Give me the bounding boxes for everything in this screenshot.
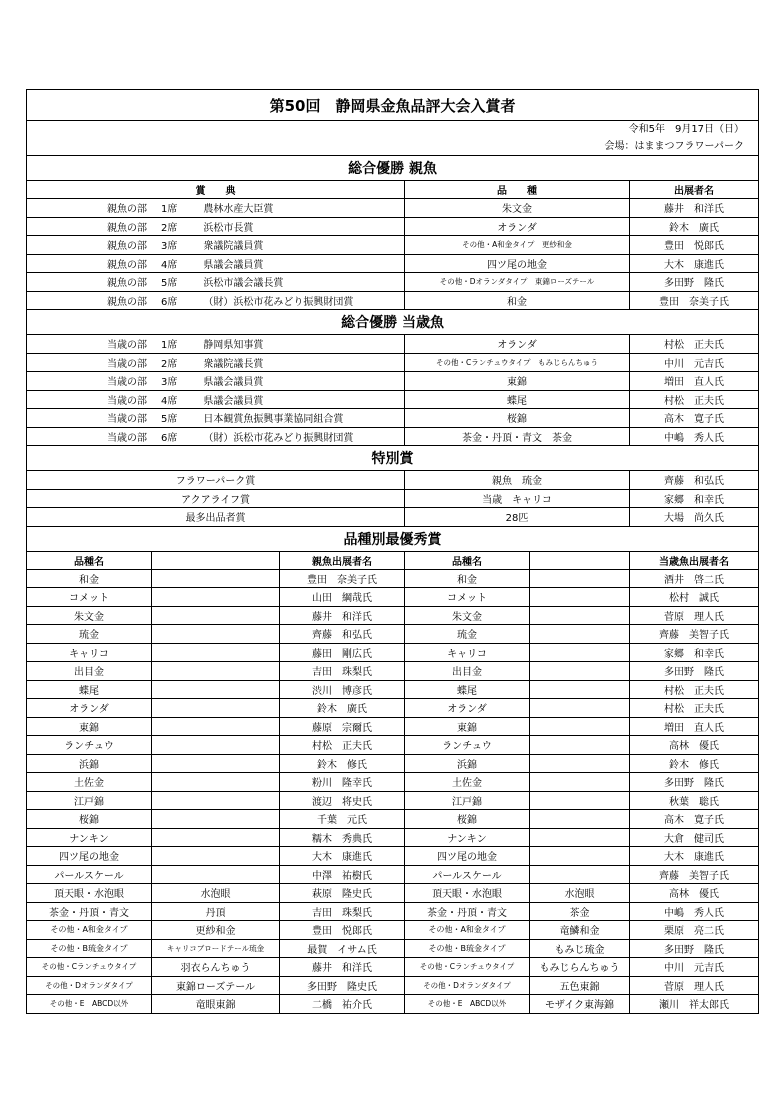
adult-exhibitor: 糯木 秀典氏 <box>280 828 405 847</box>
breed-name-young: オランダ <box>405 699 530 718</box>
seat: 5席 <box>161 414 178 426</box>
award-name: 農林水産大臣賞 <box>203 204 274 216</box>
seat: 6席 <box>161 296 178 308</box>
young-exhibitor: 大倉 健司氏 <box>630 828 759 847</box>
breed-name-adult: 浜錦 <box>27 754 152 773</box>
table-row <box>27 902 759 921</box>
division: 親魚の部 <box>107 296 147 308</box>
variety-young <box>530 588 630 607</box>
special-breed-cell: 当歳 キャリコ <box>405 489 630 508</box>
award-cell <box>27 291 405 310</box>
award-cell <box>27 372 405 391</box>
variety-young <box>530 754 630 773</box>
adult-exhibitor: 鈴木 廣氏 <box>280 699 405 718</box>
breed-name-adult: コメット <box>27 588 152 607</box>
adult-exhibitor: 最賀 イサム氏 <box>280 939 405 958</box>
breed-cell: オランダ <box>405 335 630 354</box>
seat: 1席 <box>161 204 178 216</box>
variety-young <box>530 606 630 625</box>
table-row <box>27 810 759 829</box>
breed-name-adult: 茶金・丹頂・青文 <box>27 902 152 921</box>
table-row <box>27 273 759 292</box>
variety-young <box>530 569 630 588</box>
breed-name-young: パールスケール <box>405 865 530 884</box>
breed-cell: その他・Cランチュウタイプ もみじらんちゅう <box>405 353 630 372</box>
variety-adult <box>152 791 280 810</box>
adult-exhibitor: 萩原 隆史氏 <box>280 884 405 903</box>
breed-name-young: 出目金 <box>405 662 530 681</box>
young-exhibitor: 秋葉 聡氏 <box>630 791 759 810</box>
variety-adult: 更紗和金 <box>152 921 280 940</box>
award-name: 静岡県知事賞 <box>203 340 264 352</box>
breed-cell: オランダ <box>405 217 630 236</box>
breed-name-young: ランチュウ <box>405 736 530 755</box>
table-row <box>27 699 759 718</box>
award-name: 浜松市議会議長賞 <box>203 278 284 290</box>
award-name: （財）浜松市花みどり振興財団賞 <box>203 432 354 444</box>
breed-name-adult: パールスケール <box>27 865 152 884</box>
exhibitor-cell: 増田 直人氏 <box>630 372 759 391</box>
breed-cell: その他・A和金タイプ 更紗和金 <box>405 236 630 255</box>
table-row <box>27 199 759 218</box>
table-row <box>27 754 759 773</box>
variety-young <box>530 717 630 736</box>
division: 親魚の部 <box>107 278 147 290</box>
young-exhibitor: 高林 優氏 <box>630 884 759 903</box>
table-row <box>27 847 759 866</box>
young-exhibitor: 増田 直人氏 <box>630 717 759 736</box>
award-cell <box>27 236 405 255</box>
exhibitor-cell: 豊田 悦郎氏 <box>630 236 759 255</box>
seat: 2席 <box>161 222 178 234</box>
award-name: 日本観賞魚振興事業協同組合賞 <box>203 414 344 426</box>
exhibitor-cell: 中川 元吉氏 <box>630 353 759 372</box>
adult-exhibitor: 渋川 博彦氏 <box>280 680 405 699</box>
breed-name-young: その他・Cランチュウタイプ <box>405 958 530 977</box>
young-exhibitor: 大木 康進氏 <box>630 847 759 866</box>
award-name: （財）浜松市花みどり振興財団賞 <box>203 296 354 308</box>
exhibitor-cell: 村松 正夫氏 <box>630 335 759 354</box>
breed-cell: 朱文金 <box>405 199 630 218</box>
table-row <box>27 773 759 792</box>
section-row <box>27 156 759 181</box>
section-row <box>27 526 759 551</box>
breed-cell: 桜錦 <box>405 409 630 428</box>
award-name: 衆議院議長賞 <box>203 358 264 370</box>
header-breed-young: 品種名 <box>405 551 530 569</box>
table-header-row <box>27 551 759 569</box>
variety-young <box>530 736 630 755</box>
adult-exhibitor: 藤井 和洋氏 <box>280 958 405 977</box>
table-row <box>27 569 759 588</box>
special-exhibitor-cell: 大場 尚久氏 <box>630 508 759 527</box>
table-row <box>27 662 759 681</box>
breed-name-young: 頂天眼・水泡眼 <box>405 884 530 903</box>
variety-adult <box>152 662 280 681</box>
breed-name-adult: 四ツ尾の地金 <box>27 847 152 866</box>
division: 当歳の部 <box>107 432 147 444</box>
seat: 4席 <box>161 259 178 271</box>
variety-adult <box>152 865 280 884</box>
adult-exhibitor: 粉川 隆幸氏 <box>280 773 405 792</box>
division: 当歳の部 <box>107 414 147 426</box>
division: 親魚の部 <box>107 222 147 234</box>
adult-exhibitor: 山田 綱哉氏 <box>280 588 405 607</box>
variety-young <box>530 847 630 866</box>
table-row <box>27 217 759 236</box>
variety-young: 水泡眼 <box>530 884 630 903</box>
table-row <box>27 958 759 977</box>
table-row <box>27 390 759 409</box>
exhibitor-cell: 藤井 和洋氏 <box>630 199 759 218</box>
table-row <box>27 471 759 490</box>
breed-name-young: 土佐金 <box>405 773 530 792</box>
young-exhibitor: 高林 優氏 <box>630 736 759 755</box>
breed-name-young: 浜錦 <box>405 754 530 773</box>
breed-name-young: その他・Dオランダタイプ <box>405 976 530 995</box>
young-exhibitor: 菅原 理人氏 <box>630 606 759 625</box>
breed-name-adult: 琉金 <box>27 625 152 644</box>
table-row <box>27 921 759 940</box>
adult-exhibitor: 村松 正夫氏 <box>280 736 405 755</box>
breed-name-adult: その他・B琉金タイプ <box>27 939 152 958</box>
breed-cell: 茶金・丹頂・青文 茶金 <box>405 427 630 446</box>
table-row <box>27 828 759 847</box>
variety-adult <box>152 588 280 607</box>
adult-exhibitor: 吉田 珠梨氏 <box>280 662 405 681</box>
division: 当歳の部 <box>107 395 147 407</box>
adult-exhibitor: 豊田 悦郎氏 <box>280 921 405 940</box>
breed-name-adult: ナンキン <box>27 828 152 847</box>
variety-young <box>530 625 630 644</box>
special-award-cell: アクアライフ賞 <box>27 489 405 508</box>
special-award-cell: フラワーパーク賞 <box>27 471 405 490</box>
breed-name-young: 桜錦 <box>405 810 530 829</box>
breed-name-young: その他・B琉金タイプ <box>405 939 530 958</box>
breed-name-adult: その他・Dオランダタイプ <box>27 976 152 995</box>
variety-young: 五色東錦 <box>530 976 630 995</box>
adult-exhibitor: 吉田 珠梨氏 <box>280 902 405 921</box>
breed-name-young: 江戸錦 <box>405 791 530 810</box>
variety-young <box>530 828 630 847</box>
section-title: 特別賞 <box>27 446 759 471</box>
award-cell <box>27 390 405 409</box>
table-row <box>27 939 759 958</box>
table-row <box>27 680 759 699</box>
table-row <box>27 236 759 255</box>
breed-name-adult: 土佐金 <box>27 773 152 792</box>
header-breed: 品 種 <box>405 181 630 199</box>
table-row <box>27 409 759 428</box>
variety-young <box>530 699 630 718</box>
variety-adult <box>152 773 280 792</box>
table-header-row <box>27 181 759 199</box>
young-exhibitor: 栗原 亮二氏 <box>630 921 759 940</box>
variety-adult: 東錦ローズテール <box>152 976 280 995</box>
variety-adult <box>152 828 280 847</box>
award-cell <box>27 199 405 218</box>
exhibitor-cell: 豊田 奈美子氏 <box>630 291 759 310</box>
award-cell <box>27 427 405 446</box>
header-young-exhibitor: 当歳魚出展者名 <box>630 551 759 569</box>
division: 当歳の部 <box>107 377 147 389</box>
young-exhibitor: 多田野 隆氏 <box>630 662 759 681</box>
seat: 2席 <box>161 358 178 370</box>
variety-adult <box>152 680 280 699</box>
adult-exhibitor: 二橋 祐介氏 <box>280 995 405 1014</box>
table-row <box>27 372 759 391</box>
adult-exhibitor: 渡辺 将史氏 <box>280 791 405 810</box>
breed-name-adult: 桜錦 <box>27 810 152 829</box>
breed-name-adult: 朱文金 <box>27 606 152 625</box>
variety-adult <box>152 643 280 662</box>
variety-adult <box>152 754 280 773</box>
variety-adult: 竜眼東錦 <box>152 995 280 1014</box>
breed-name-young: その他・E ABCD以外 <box>405 995 530 1014</box>
variety-young <box>530 643 630 662</box>
variety-adult: 水泡眼 <box>152 884 280 903</box>
award-name: 県議会議員賞 <box>203 377 264 389</box>
award-cell <box>27 254 405 273</box>
special-award-cell: 最多出品者賞 <box>27 508 405 527</box>
section-row <box>27 310 759 335</box>
adult-exhibitor: 豊田 奈美子氏 <box>280 569 405 588</box>
young-exhibitor: 家郷 和幸氏 <box>630 643 759 662</box>
award-cell <box>27 335 405 354</box>
breed-name-adult: 蝶尾 <box>27 680 152 699</box>
breed-name-adult: 頂天眼・水泡眼 <box>27 884 152 903</box>
variety-young <box>530 791 630 810</box>
breed-name-adult: その他・Cランチュウタイプ <box>27 958 152 977</box>
young-exhibitor: 中川 元吉氏 <box>630 958 759 977</box>
variety-young: もみじらんちゅう <box>530 958 630 977</box>
breed-cell: その他・Dオランダタイプ 東錦ローズテール <box>405 273 630 292</box>
young-exhibitor: 酒井 啓二氏 <box>630 569 759 588</box>
breed-name-adult: キャリコ <box>27 643 152 662</box>
breed-name-adult: オランダ <box>27 699 152 718</box>
breed-name-young: ナンキン <box>405 828 530 847</box>
young-exhibitor: 多田野 隆氏 <box>630 939 759 958</box>
special-exhibitor-cell: 家郷 和幸氏 <box>630 489 759 508</box>
seat: 3席 <box>161 241 178 253</box>
table-row <box>27 291 759 310</box>
table-row <box>27 353 759 372</box>
breed-name-adult: その他・E ABCD以外 <box>27 995 152 1014</box>
breed-name-young: 四ツ尾の地金 <box>405 847 530 866</box>
breed-name-young: 東錦 <box>405 717 530 736</box>
variety-young <box>530 773 630 792</box>
adult-exhibitor: 鈴木 修氏 <box>280 754 405 773</box>
variety-adult <box>152 569 280 588</box>
award-name: 県議会議員賞 <box>203 395 264 407</box>
adult-exhibitor: 中澤 祐樹氏 <box>280 865 405 884</box>
variety-adult: 羽衣らんちゅう <box>152 958 280 977</box>
adult-exhibitor: 大木 康進氏 <box>280 847 405 866</box>
table-row <box>27 995 759 1014</box>
award-cell <box>27 409 405 428</box>
variety-young <box>530 662 630 681</box>
adult-exhibitor: 藤田 剛広氏 <box>280 643 405 662</box>
seat: 3席 <box>161 377 178 389</box>
breed-name-adult: 江戸錦 <box>27 791 152 810</box>
young-exhibitor: 松村 誠氏 <box>630 588 759 607</box>
exhibitor-cell: 鈴木 廣氏 <box>630 217 759 236</box>
young-exhibitor: 齊藤 美智子氏 <box>630 625 759 644</box>
seat: 1席 <box>161 340 178 352</box>
exhibitor-cell: 中嶋 秀人氏 <box>630 427 759 446</box>
variety-young <box>530 810 630 829</box>
header-exhibitor: 出展者名 <box>630 181 759 199</box>
header-adult-exhibitor: 親魚出展者名 <box>280 551 405 569</box>
table-row <box>27 717 759 736</box>
table-row <box>27 606 759 625</box>
young-exhibitor: 高木 寛子氏 <box>630 810 759 829</box>
header-sub-adult <box>152 551 280 569</box>
section-title: 総合優勝 親魚 <box>27 156 759 181</box>
header-sub-young <box>530 551 630 569</box>
young-exhibitor: 鈴木 修氏 <box>630 754 759 773</box>
results-table-body <box>27 90 759 1014</box>
award-name: 県議会議員賞 <box>203 259 264 271</box>
variety-adult <box>152 847 280 866</box>
breed-name-young: コメット <box>405 588 530 607</box>
table-row <box>27 588 759 607</box>
variety-adult <box>152 606 280 625</box>
exhibitor-cell: 村松 正夫氏 <box>630 390 759 409</box>
award-name: 衆議院議員賞 <box>203 241 264 253</box>
breed-name-young: 朱文金 <box>405 606 530 625</box>
breed-name-young: キャリコ <box>405 643 530 662</box>
breed-name-adult: 東錦 <box>27 717 152 736</box>
adult-exhibitor: 多田野 隆史氏 <box>280 976 405 995</box>
special-exhibitor-cell: 齊藤 和弘氏 <box>630 471 759 490</box>
section-title: 品種別最優秀賞 <box>27 526 759 551</box>
breed-name-young: 和金 <box>405 569 530 588</box>
breed-cell: 蝶尾 <box>405 390 630 409</box>
table-row <box>27 508 759 527</box>
seat: 5席 <box>161 278 178 290</box>
award-cell <box>27 217 405 236</box>
event-date: 令和5年 9月17日（日） <box>27 121 759 139</box>
young-exhibitor: 瀬川 祥太郎氏 <box>630 995 759 1014</box>
young-exhibitor: 菅原 理人氏 <box>630 976 759 995</box>
young-exhibitor: 齊藤 美智子氏 <box>630 865 759 884</box>
table-row <box>27 489 759 508</box>
variety-adult: キャリコブロードテール琉金 <box>152 939 280 958</box>
variety-adult <box>152 717 280 736</box>
exhibitor-cell: 多田野 隆氏 <box>630 273 759 292</box>
variety-adult <box>152 699 280 718</box>
header-award: 賞 典 <box>27 181 405 199</box>
breed-name-young: 琉金 <box>405 625 530 644</box>
event-venue: 会場：はままつフラワーパーク <box>27 138 759 156</box>
table-row <box>27 254 759 273</box>
table-row <box>27 884 759 903</box>
variety-adult: 丹頂 <box>152 902 280 921</box>
variety-young <box>530 865 630 884</box>
division: 当歳の部 <box>107 358 147 370</box>
variety-young: 竜鱗和金 <box>530 921 630 940</box>
breed-name-adult: その他・A和金タイプ <box>27 921 152 940</box>
division: 親魚の部 <box>107 259 147 271</box>
table-row <box>27 625 759 644</box>
results-document <box>26 89 758 1014</box>
section-row <box>27 446 759 471</box>
table-row <box>27 427 759 446</box>
table-row <box>27 736 759 755</box>
results-table <box>26 89 759 1014</box>
table-row <box>27 335 759 354</box>
adult-exhibitor: 藤原 宗爾氏 <box>280 717 405 736</box>
breed-name-young: 蝶尾 <box>405 680 530 699</box>
breed-name-adult: 出目金 <box>27 662 152 681</box>
variety-young: モザイク東海錦 <box>530 995 630 1014</box>
variety-adult <box>152 625 280 644</box>
young-exhibitor: 村松 正夫氏 <box>630 680 759 699</box>
division: 当歳の部 <box>107 340 147 352</box>
breed-cell: 東錦 <box>405 372 630 391</box>
variety-young <box>530 680 630 699</box>
variety-adult <box>152 810 280 829</box>
breed-name-young: その他・A和金タイプ <box>405 921 530 940</box>
breed-name-young: 茶金・丹頂・青文 <box>405 902 530 921</box>
breed-cell: 四ツ尾の地金 <box>405 254 630 273</box>
division: 親魚の部 <box>107 204 147 216</box>
breed-name-adult: ランチュウ <box>27 736 152 755</box>
special-breed-cell: 親魚 琉金 <box>405 471 630 490</box>
table-row <box>27 643 759 662</box>
table-row <box>27 865 759 884</box>
award-cell <box>27 273 405 292</box>
young-exhibitor: 村松 正夫氏 <box>630 699 759 718</box>
breed-cell: 和金 <box>405 291 630 310</box>
adult-exhibitor: 藤井 和洋氏 <box>280 606 405 625</box>
exhibitor-cell: 大木 康進氏 <box>630 254 759 273</box>
seat: 6席 <box>161 432 178 444</box>
adult-exhibitor: 千葉 元氏 <box>280 810 405 829</box>
header-breed-adult: 品種名 <box>27 551 152 569</box>
seat: 4席 <box>161 395 178 407</box>
variety-young: 茶金 <box>530 902 630 921</box>
variety-young: もみじ琉金 <box>530 939 630 958</box>
breed-name-adult: 和金 <box>27 569 152 588</box>
section-title: 総合優勝 当歳魚 <box>27 310 759 335</box>
page-title: 第50回 静岡県金魚品評大会入賞者 <box>27 90 759 121</box>
young-exhibitor: 中嶋 秀人氏 <box>630 902 759 921</box>
special-breed-cell: 28匹 <box>405 508 630 527</box>
table-row <box>27 791 759 810</box>
adult-exhibitor: 齊藤 和弘氏 <box>280 625 405 644</box>
division: 親魚の部 <box>107 241 147 253</box>
award-name: 浜松市長賞 <box>203 222 254 234</box>
young-exhibitor: 多田野 隆氏 <box>630 773 759 792</box>
table-row <box>27 976 759 995</box>
variety-adult <box>152 736 280 755</box>
award-cell <box>27 353 405 372</box>
exhibitor-cell: 高木 寛子氏 <box>630 409 759 428</box>
